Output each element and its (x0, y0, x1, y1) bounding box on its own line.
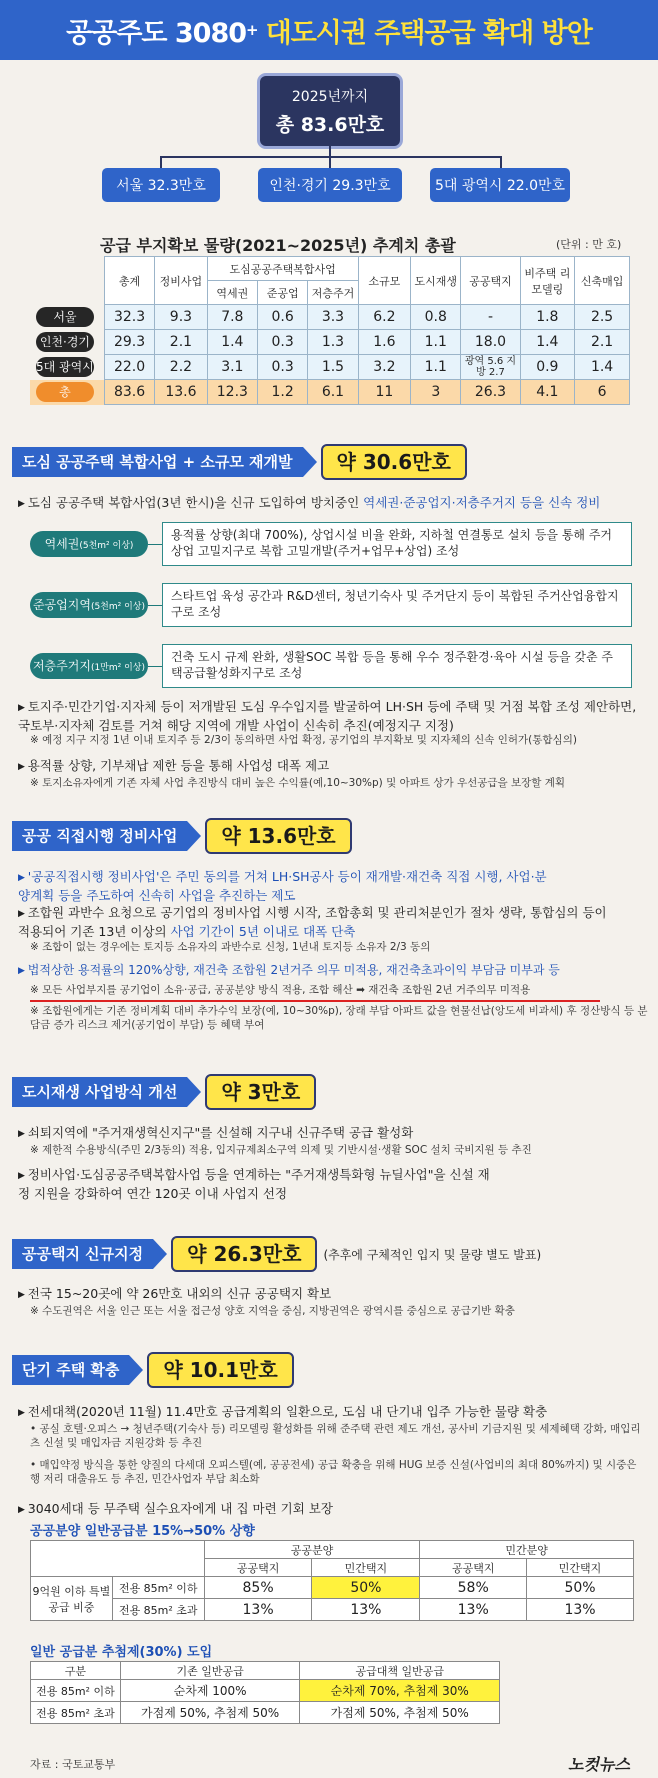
cell: 1.4 (520, 330, 575, 355)
tag-size: (1만m² 이상) (90, 663, 146, 673)
col-header: 공급대책 일반공급 (300, 1662, 500, 1680)
cell: 3.1 (207, 355, 257, 380)
cell: 13% (204, 1599, 312, 1621)
section-3-header (12, 1074, 316, 1110)
section-2-note: ※ 조합이 없는 경우에는 토지등 소유자의 과반수로 신청, 1년내 토지등 소유자 2/3 동의 (30, 941, 431, 953)
cell: 가점제 50%, 추첨제 50% (120, 1702, 300, 1724)
row-group-label: 9억원 이하 특별공급 비중 (31, 1577, 113, 1621)
table-row (31, 1577, 634, 1599)
publisher-logo: 노컷뉴스 (568, 1755, 630, 1774)
col-header: 준공업 (258, 281, 308, 305)
supply-table (30, 256, 630, 405)
col-header: 기존 일반공급 (120, 1662, 300, 1680)
arrow-icon (129, 1355, 143, 1385)
section-value: 약 10.1만호 (147, 1352, 293, 1388)
cell: 2.1 (155, 330, 208, 355)
section-3-bullet: ▶ 쇠퇴지역에 "주거재생혁신지구"를 신설해 지구내 신규주택 공급 활성화 (18, 1124, 638, 1143)
tree-connector (500, 156, 502, 168)
section-2-header (12, 818, 352, 854)
table-title: 공급 부지확보 물량(2021~2025년) 추계치 총괄 (100, 236, 456, 255)
section-4-note: ※ 수도권역은 서울 인근 또는 서울 접근성 양호 지역을 중심, 지방권역은 광역시를 중심으로 공급기반 확충 (30, 1305, 515, 1317)
cell: 2.1 (575, 330, 630, 355)
row-label: 전용 85m² 초과 (112, 1599, 204, 1621)
section-2-note (30, 983, 650, 997)
row-label: 인천·경기 (36, 332, 94, 352)
col-header: 공공택지 (204, 1559, 312, 1577)
col-header: 저층주거 (308, 281, 358, 305)
section-5-note: • 공실 호텔·오피스 → 청년주택(기숙사 등) 리모델링 활성화를 위해 준주택 관련 제도 개선, 공사비 기금지원 및 세제혜택 강화, 매입리츠 신설 및 매입자금 지원강화 등 추진 (30, 1423, 641, 1449)
col-header: 공공택지 (420, 1559, 527, 1577)
cell: 순차제 100% (120, 1680, 300, 1702)
intro-text: 도심 공공주택 복합사업(3년 한시)을 신규 도입하여 방치중인 (27, 495, 364, 510)
section-value: 약 26.3만호 (171, 1236, 317, 1272)
cell: 3.2 (358, 355, 411, 380)
table-row (31, 1680, 500, 1702)
section-2-bullet: ▶ '공공직접시행 정비사업'은 주민 동의를 거쳐 LH·SH공사 등이 재개발·재건축 직접 시행, 사업·분양계획 등을 주도하여 신속히 사업을 추진하는 제도 (18, 868, 558, 904)
cell: 6 (575, 380, 630, 405)
region-seoul: 서울 32.3만호 (102, 168, 220, 202)
col-header: 역세권 (207, 281, 257, 305)
cell: 3 (411, 380, 461, 405)
cell: 1.4 (575, 355, 630, 380)
cell: 6.1 (308, 380, 358, 405)
section-5-bullet: ▶ 3040세대 등 무주택 실수요자에게 내 집 마련 기회 보장 (18, 1500, 638, 1519)
section-1-bullet: ▶ 토지주·민간기업·지자체 등이 저개발된 도심 우수입지를 발굴하여 LH·SH 등에 주택 및 거점 복합 조성 제안하면, 국토부·지자체 검토를 거쳐 해당 지역에 개발 사업이 신속히 추진(예정지구 지정) (18, 698, 646, 734)
cell: 85% (204, 1577, 312, 1599)
arrow-icon (153, 1239, 167, 1269)
intro-highlight: 역세권·준공업지·저층주거지 등을 신속 정비 (363, 495, 601, 510)
group-header: 공공분양 (204, 1541, 420, 1559)
cell: 18.0 (461, 330, 520, 355)
col-header: 신축매입 (575, 257, 630, 305)
row-label: 총 (36, 382, 94, 402)
cell: 가점제 50%, 추첨제 50% (300, 1702, 500, 1724)
col-header: 총계 (104, 257, 154, 305)
cell: 1.8 (520, 305, 575, 330)
total-amount: 총 83.6만호 (275, 114, 385, 136)
section-note: (추후에 구체적인 입지 및 물량 별도 발표) (323, 1247, 542, 1262)
cell: 13% (420, 1599, 527, 1621)
cell: 1.1 (411, 355, 461, 380)
note-text: ※ 모든 사업부지를 공기업이 소유·공급, 공공분양 방식 적용, 조합 해산 (30, 984, 353, 996)
tag-name: 저층주거지 (32, 659, 91, 673)
section-1-header (12, 444, 467, 480)
tag-connector (148, 544, 162, 545)
lottery-table (30, 1661, 500, 1724)
section-title: 단기 주택 확충 (12, 1355, 129, 1385)
cell: 1.2 (258, 380, 308, 405)
arrow-icon (303, 447, 317, 477)
cell: 2.2 (155, 355, 208, 380)
section-4-bullet: ▶ 전국 15~20곳에 약 26만호 내외의 신규 공공택지 확보 (18, 1285, 638, 1304)
tag-low-rise (30, 653, 148, 679)
cell: 1.6 (358, 330, 411, 355)
section-value: 약 3만호 (205, 1074, 316, 1110)
section-3-bullet: ▶ 정비사업·도심공공주택복합사업 등을 연계하는 "주거재생특화형 뉴딜사업"을 신설 재정 지원을 강화하여 연간 120곳 이내 사업지 선정 (18, 1166, 498, 1202)
col-header: 구분 (31, 1662, 121, 1680)
source-credit: 자료 : 국토교통부 (30, 1758, 116, 1771)
section-value: 약 13.6만호 (205, 818, 351, 854)
cell: 11 (358, 380, 411, 405)
page-title (0, 0, 658, 60)
cell: 1.1 (411, 330, 461, 355)
cell: 광역 5.6 지방 2.7 (461, 355, 520, 380)
row-label: 5대 광역시 (36, 357, 94, 377)
cell: 13% (527, 1599, 634, 1621)
section-5-header (12, 1352, 294, 1388)
row-label: 서울 (36, 307, 94, 327)
cell: 22.0 (104, 355, 154, 380)
special-supply-table (30, 1540, 634, 1621)
tree-connector (160, 156, 162, 168)
cell: 58% (420, 1577, 527, 1599)
section-3-note: ※ 제한적 수용방식(주민 2/3동의) 적용, 입지규제최소구역 의제 및 기반시설·생활 SOC 설치 국비지원 등 추진 (30, 1144, 532, 1156)
tag-name: 준공업지역 (32, 598, 91, 612)
total-period: 2025년까지 (291, 89, 369, 105)
tag-desc-low-rise: 건축 도시 규제 완화, 생활SOC 복합 등을 통해 우수 정주환경·육아 시설 등을 갖춘 주택공급활성화지구로 조성 (162, 644, 632, 688)
tag-size: (5천m² 이상) (79, 541, 134, 551)
tag-connector (148, 666, 162, 667)
total-box (260, 76, 400, 146)
group-header: 도심공공주택복합사업 (207, 257, 358, 281)
cell: 83.6 (104, 380, 154, 405)
tag-name: 역세권 (44, 537, 80, 551)
cell: 0.6 (258, 305, 308, 330)
bullet-highlight: 사업 기간이 5년 이내로 대폭 단축 (170, 924, 356, 939)
cell-highlight: 순차제 70%, 추첨제 30% (300, 1680, 500, 1702)
tag-size: (5천m² 이상) (90, 602, 146, 612)
tag-station (30, 531, 148, 557)
cell: 29.3 (104, 330, 154, 355)
cell: 13.6 (155, 380, 208, 405)
table-row (30, 305, 630, 330)
col-header: 정비사업 (155, 257, 208, 305)
tree-connector (329, 146, 331, 156)
section-5-bullet: ▶ 전세대책(2020년 11월) 11.4만호 공급계획의 일환으로, 도심 내 단기내 입주 가능한 물량 확충 (18, 1403, 638, 1422)
section-1-intro (18, 494, 638, 513)
col-header: 민간택지 (527, 1559, 634, 1577)
col-header: 도시재생 (411, 257, 461, 305)
section-4-header (12, 1236, 541, 1272)
section-value: 약 30.6만호 (321, 444, 467, 480)
cell: 32.3 (104, 305, 154, 330)
cell: 3.3 (308, 305, 358, 330)
cell: 6.2 (358, 305, 411, 330)
cell-highlight: 50% (312, 1577, 420, 1599)
region-metro-cities: 5대 광역시 22.0만호 (430, 168, 570, 202)
row-label: 전용 85m² 이하 (112, 1577, 204, 1599)
table-row-total (30, 380, 630, 405)
cell: 50% (527, 1577, 634, 1599)
cell: 0.9 (520, 355, 575, 380)
section-title: 공공택지 신규지정 (12, 1239, 153, 1269)
arrow-icon (187, 821, 201, 851)
section-2-bullet (18, 904, 618, 940)
bullet-text: 조합원 과반수 요청으로 공기업의 정비사업 시행 시작, 조합총회 및 관리처분인가 절차 생략, 통합심의 등이 적용되어 기존 13년 이상의 (18, 905, 607, 939)
arrow-icon (187, 1077, 201, 1107)
region-incheon-gyeonggi: 인천·경기 29.3만호 (258, 168, 402, 202)
section-1-note: ※ 예정 지구 지정 1년 이내 토지주 등 2/3이 동의하면 사업 확정, 공기업의 부지확보 및 지자체의 신속 인허가(통합심의) (30, 734, 577, 746)
section-5-note: • 매입약정 방식을 통한 양질의 다세대 오피스텔(예, 공공전세) 공급 확충을 위해 HUG 보증 신설(사업비의 최대 80%까지) 및 시중은행 저리 대출유도 등 추진, 민간사업자 부담 최소화 (30, 1459, 637, 1485)
cell: 1.5 (308, 355, 358, 380)
title-part-b: 대도시권 주택공급 확대 방안 (265, 17, 592, 49)
cell: 9.3 (155, 305, 208, 330)
tag-semi-industrial (30, 592, 148, 618)
cell: 1.4 (207, 330, 257, 355)
tag-connector (148, 605, 162, 606)
cell: 2.5 (575, 305, 630, 330)
section-1-bullet: ▶ 용적률 상향, 기부채납 제한 등을 통해 사업성 대폭 제고 (18, 757, 638, 776)
col-header: 소규모 (358, 257, 411, 305)
cell: 13% (312, 1599, 420, 1621)
col-header: 비주택 리모델링 (520, 257, 575, 305)
group-header: 민간분양 (420, 1541, 634, 1559)
cell: 12.3 (207, 380, 257, 405)
row-label: 전용 85m² 이하 (31, 1680, 121, 1702)
col-header: 공공택지 (461, 257, 520, 305)
cell: - (461, 305, 520, 330)
table-2-title: 일반 공급분 추첨제(30%) 도입 (30, 1645, 213, 1660)
section-1-note: ※ 토지소유자에게 기존 자체 사업 추진방식 대비 높은 수익률(예,10~30%p) 및 아파트 상가 우선공급을 보장할 계획 (30, 777, 566, 789)
tag-desc-semi-industrial: 스타트업 육성 공간과 R&D센터, 청년기숙사 및 주거단지 등이 복합된 주거산업융합지구로 조성 (162, 583, 632, 627)
section-title: 도심 공공주택 복합사업 + 소규모 재개발 (12, 447, 303, 477)
cell: 0.8 (411, 305, 461, 330)
row-label: 전용 85m² 초과 (31, 1702, 121, 1724)
table-row (31, 1702, 500, 1724)
table-row (30, 355, 630, 380)
note-arrow-text: ➡ 재건축 조합원 2년 거주의무 미적용 (356, 984, 531, 996)
cell: 26.3 (461, 380, 520, 405)
table-unit: (단위 : 만 호) (556, 238, 622, 251)
table-row (30, 330, 630, 355)
tree-connector (160, 156, 502, 158)
tree-connector (329, 156, 331, 168)
cell: 1.3 (308, 330, 358, 355)
section-title: 공공 직접시행 정비사업 (12, 821, 187, 851)
cell: 4.1 (520, 380, 575, 405)
table-1-title: 공공분양 일반공급분 15%→50% 상향 (30, 1524, 255, 1539)
tag-desc-station: 용적률 상향(최대 700%), 상업시설 비율 완화, 지하철 연결통로 설치 등을 통해 주거상업 고밀지구로 복합 고밀개발(주거+업무+상업) 조성 (162, 522, 632, 566)
section-2-note: ※ 조합원에게는 기존 정비계획 대비 추가수익 보장(예, 10~30%p), 장래 부담 아파트 값을 현물선납(앙도세 비과세) 후 정산방식 등 분담금 증가 리스크 제거(공기업이 부담) 등 혜택 부여 (30, 1005, 648, 1031)
section-2-bullet: ▶ 법적상한 용적률의 120%상향, 재건축 조합원 2년거주 의무 미적용, 재건축초과이익 부담금 미부과 등 (18, 962, 648, 980)
table-row (31, 1599, 634, 1621)
cell: 7.8 (207, 305, 257, 330)
cell: 0.3 (258, 330, 308, 355)
title-plus: + (246, 21, 258, 39)
section-title: 도시재생 사업방식 개선 (12, 1077, 187, 1107)
title-part-a: 공공주도 3080 (66, 17, 247, 49)
cell: 0.3 (258, 355, 308, 380)
col-header: 민간택지 (312, 1559, 420, 1577)
red-underline (30, 1000, 600, 1002)
